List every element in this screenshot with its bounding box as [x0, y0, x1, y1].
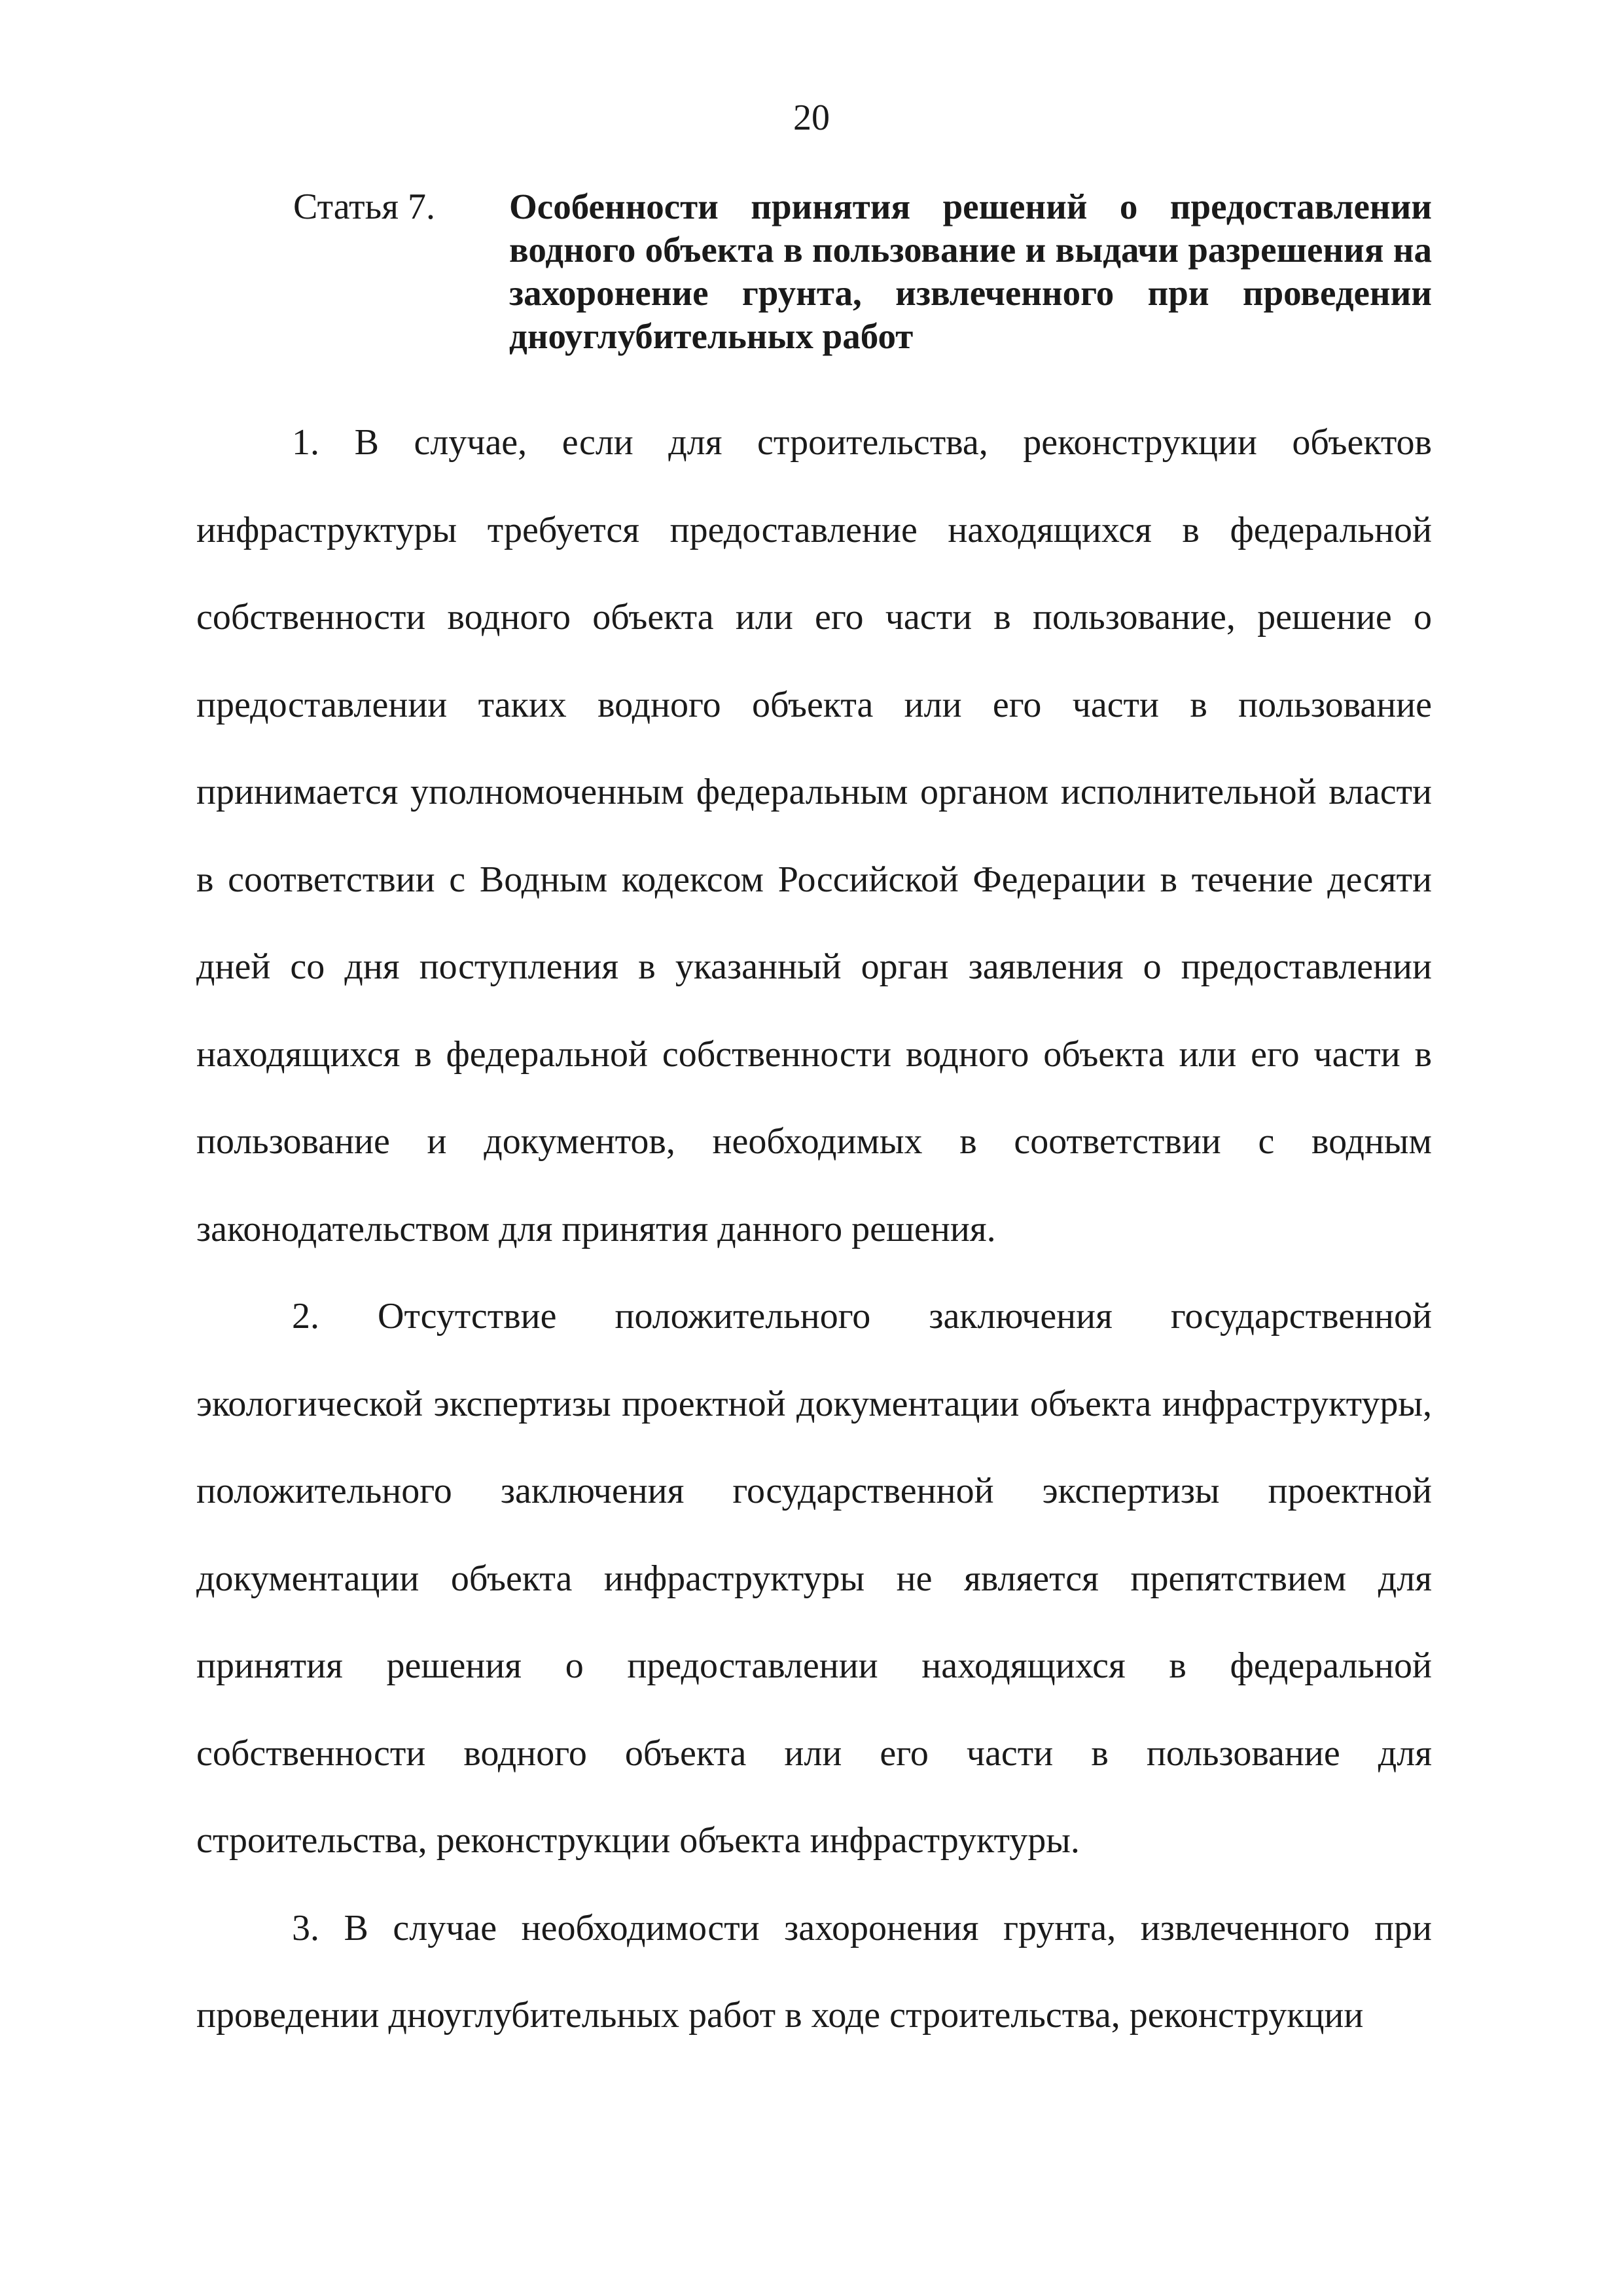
paragraph-2: 2. Отсутствие положительного заключения государственной экологической экспертизы проектной документации объекта инфраструктуры, положительного заключения государственной экспертизы проектной документации объекта инфраструктуры не является препятствием для принятия решения о предоставлении находящихся в федеральной собственности водного объекта или его части в пользование для строительства, реконструкции объекта инфраструктуры.: [196, 1296, 1432, 1861]
page-number: 20: [793, 98, 830, 138]
article-body: [196, 399, 1432, 2060]
article-title: Особенности принятия решений о предоставлении водного объекта в пользование и выдачи разрешения на захоронение грунта, извлеченного при проведении дноуглубительных работ: [509, 187, 1432, 356]
article-heading: [293, 185, 1432, 358]
paragraph-1: 1. В случае, если для строительства, реконструкции объектов инфраструктуры требуется предоставление находящихся в федеральной собственности водного объекта или его части в пользование, решение о предоставлении таких водного объекта или его части в пользование принимается уполномоченным федеральным органом исполнительной власти в соответствии с Водным кодексом Российской Федерации в течение десяти дней со дня поступления в указанный орган заявления о предоставлении находящихся в федеральной собственности водного объекта или его части в пользование и документов, необходимых в соответствии с водным законодательством для принятия данного решения.: [196, 422, 1432, 1249]
article-label: Статья 7.: [293, 187, 435, 227]
paragraph-3: 3. В случае необходимости захоронения грунта, извлеченного при проведении дноуглубительных работ в ходе строительства, реконструкции: [196, 1907, 1432, 2036]
